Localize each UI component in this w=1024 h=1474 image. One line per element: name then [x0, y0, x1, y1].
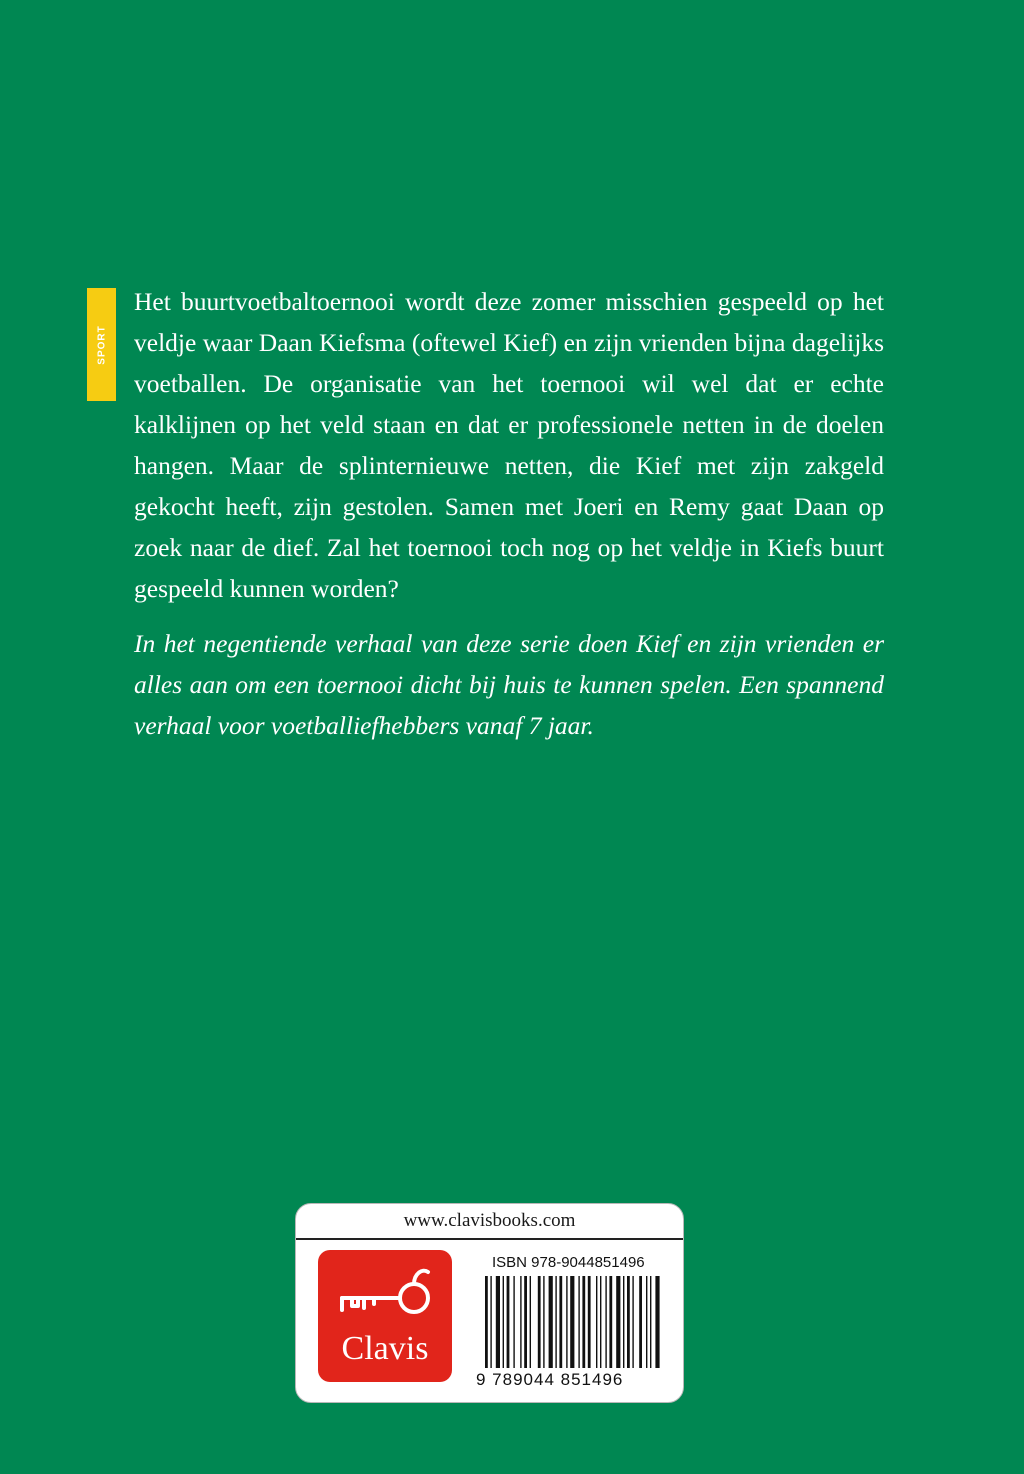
blurb-paragraph: Het buurtvoetbaltoernooi wordt deze zomer misschien gespeeld op het veldje waar Daan Kiefsma (oftewel Kief) en zijn vrienden bijna dagelijks voetballen. De organisatie van het toernooi wil wel dat er echte kalklijnen op het veld staan en dat er professionele netten in de doelen hangen. Maar de splinternieuwe netten, die Kief met zijn zakgeld gekocht heeft, zijn gestolen. Samen met Joeri en Remy gaat Daan op zoek naar de dief. Zal het toernooi toch nog op het veldje in Kiefs buurt gespeeld kunnen worden?: [134, 287, 884, 603]
url-divider: [296, 1238, 683, 1240]
barcode-image: [485, 1276, 665, 1368]
barcode-sticker: [295, 1203, 684, 1403]
blurb-italic-paragraph: In het negentiende verhaal van deze serie doen Kief en zijn vrienden er alles aan om een toernooi dicht bij huis te kunnen spelen. Een spannend verhaal voor voetballiefhebbers vanaf 7 jaar.: [134, 629, 884, 740]
sport-category-tab: [87, 288, 116, 401]
clavis-logo: [318, 1250, 452, 1382]
publisher-name: Clavis: [341, 1330, 429, 1367]
sport-tab-label: SPORT: [96, 324, 107, 365]
key-icon: [334, 1264, 436, 1324]
barcode-digits: 9 789044 851496: [476, 1370, 624, 1389]
isbn-label: ISBN 978-9044851496: [492, 1254, 645, 1271]
back-cover-blurb: [134, 281, 884, 746]
publisher-url: www.clavisbooks.com: [403, 1210, 576, 1231]
